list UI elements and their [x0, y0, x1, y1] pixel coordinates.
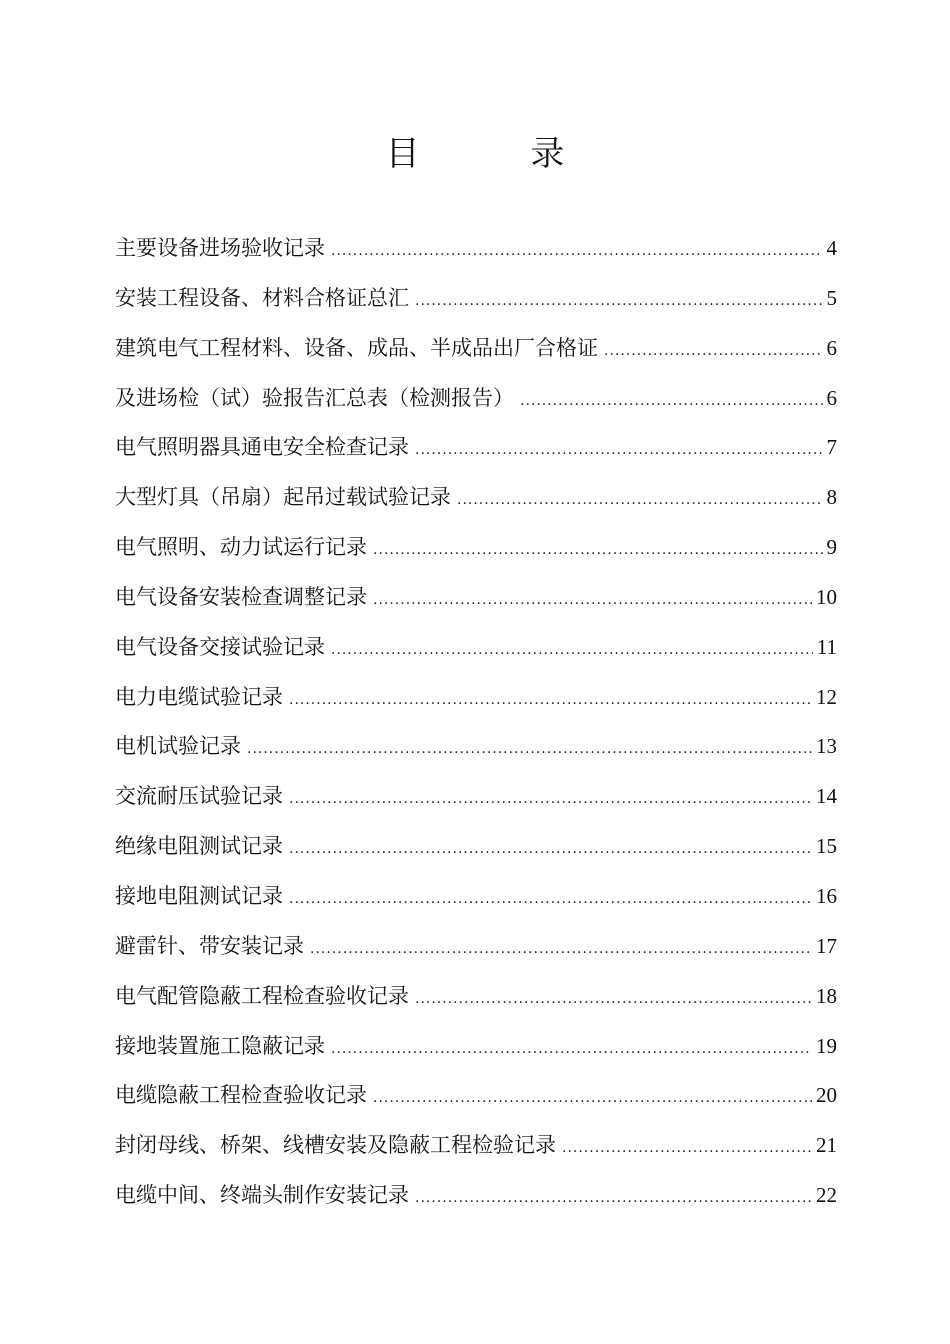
toc-entry-page-number: 11	[816, 634, 837, 659]
toc-entry-title: 电气配管隐蔽工程检查验收记录	[115, 983, 409, 1008]
toc-entry[interactable]	[115, 374, 837, 424]
toc-entry-title: 及进场检（试）验报告汇总表（检测报告）	[115, 385, 514, 410]
toc-entry-page-number: 5	[826, 285, 837, 310]
toc-entry[interactable]	[115, 1071, 837, 1121]
toc-entry-title: 交流耐压试验记录	[115, 784, 283, 809]
toc-entry-page-number: 16	[816, 883, 837, 908]
toc-entry-title: 电气照明、动力试运行记录	[115, 535, 367, 560]
toc-leader-dots	[415, 975, 812, 1025]
toc-leader-dots	[373, 1074, 812, 1124]
toc-entry-title: 大型灯具（吊扇）起吊过载试验记录	[115, 485, 451, 510]
toc-entry-title: 电气设备安装检查调整记录	[115, 584, 367, 609]
toc-entry[interactable]	[115, 822, 837, 872]
toc-entry-page-number: 8	[826, 485, 837, 510]
toc-leader-dots	[331, 1025, 812, 1075]
toc-entry-title: 电气设备交接试验记录	[115, 634, 325, 659]
toc-entry-title: 电缆隐蔽工程检查验收记录	[115, 1083, 367, 1108]
toc-entry-page-number: 12	[816, 684, 837, 709]
toc-entry-page-number: 15	[816, 834, 837, 859]
toc-entry-title: 建筑电气工程材料、设备、成品、半成品出厂合格证	[115, 335, 598, 360]
toc-entry[interactable]	[115, 423, 837, 473]
toc-entry-title: 接地电阻测试记录	[115, 883, 283, 908]
toc-entry[interactable]	[115, 224, 837, 274]
toc-entry-title: 主要设备进场验收记录	[115, 236, 325, 260]
toc-leader-dots	[331, 227, 823, 277]
toc-entry-title: 绝缘电阻测试记录	[115, 834, 283, 859]
toc-leader-dots	[331, 626, 813, 676]
toc-entry[interactable]	[115, 972, 837, 1022]
toc-entry[interactable]	[115, 473, 837, 523]
toc-entry-title: 安装工程设备、材料合格证总汇	[115, 285, 409, 310]
toc-entry[interactable]	[115, 1121, 837, 1171]
toc-entry-title: 电机试验记录	[115, 734, 241, 759]
toc-entry-page-number: 9	[826, 535, 837, 560]
toc-leader-dots	[457, 476, 823, 526]
page-title: 目 录	[385, 134, 615, 174]
toc-leader-dots	[415, 426, 823, 476]
toc-entry-page-number: 17	[816, 933, 837, 958]
toc-leader-dots	[289, 775, 812, 825]
toc-leader-dots	[289, 825, 812, 875]
toc-entry-page-number: 13	[816, 734, 837, 759]
toc-entry-title: 电气照明器具通电安全检查记录	[115, 435, 409, 460]
toc-leader-dots	[310, 925, 812, 975]
table-of-contents	[115, 224, 837, 1221]
toc-leader-dots	[289, 875, 812, 925]
toc-entry-page-number: 6	[826, 335, 837, 360]
toc-entry-title: 接地装置施工隐蔽记录	[115, 1033, 325, 1058]
toc-leader-dots	[562, 1124, 812, 1174]
toc-leader-dots	[604, 327, 823, 377]
toc-entry-page-number: 10	[816, 584, 837, 609]
toc-entry[interactable]	[115, 722, 837, 772]
toc-entry[interactable]	[115, 523, 837, 573]
toc-entry-title: 避雷针、带安装记录	[115, 933, 304, 958]
toc-entry[interactable]	[115, 573, 837, 623]
toc-leader-dots	[289, 676, 812, 726]
toc-entry-title: 封闭母线、桥架、线槽安装及隐蔽工程检验记录	[115, 1133, 556, 1158]
toc-entry-title: 电缆中间、终端头制作安装记录	[115, 1183, 409, 1208]
toc-entry[interactable]	[115, 922, 837, 972]
toc-entry-page-number: 18	[816, 983, 837, 1008]
toc-entry-title: 电力电缆试验记录	[115, 684, 283, 709]
toc-entry-page-number: 6	[826, 385, 837, 410]
toc-entry[interactable]	[115, 623, 837, 673]
toc-leader-dots	[415, 1174, 812, 1224]
toc-entry-page-number: 20	[816, 1083, 837, 1108]
toc-entry-page-number: 22	[816, 1183, 837, 1208]
toc-entry[interactable]	[115, 1171, 837, 1221]
toc-entry[interactable]	[115, 872, 837, 922]
toc-entry[interactable]	[115, 1022, 837, 1072]
toc-leader-dots	[373, 526, 823, 576]
toc-entry-page-number: 7	[826, 435, 837, 460]
toc-leader-dots	[247, 725, 812, 775]
toc-entry[interactable]	[115, 274, 837, 324]
toc-entry-page-number: 14	[816, 784, 837, 809]
toc-leader-dots	[373, 576, 812, 626]
toc-entry-page-number: 19	[816, 1033, 837, 1058]
toc-entry-page-number: 4	[826, 236, 837, 260]
toc-entry[interactable]	[115, 673, 837, 723]
toc-leader-dots	[415, 277, 823, 327]
toc-entry-page-number: 21	[816, 1133, 837, 1158]
toc-leader-dots	[520, 377, 823, 427]
toc-entry[interactable]	[115, 772, 837, 822]
toc-entry[interactable]	[115, 324, 837, 374]
